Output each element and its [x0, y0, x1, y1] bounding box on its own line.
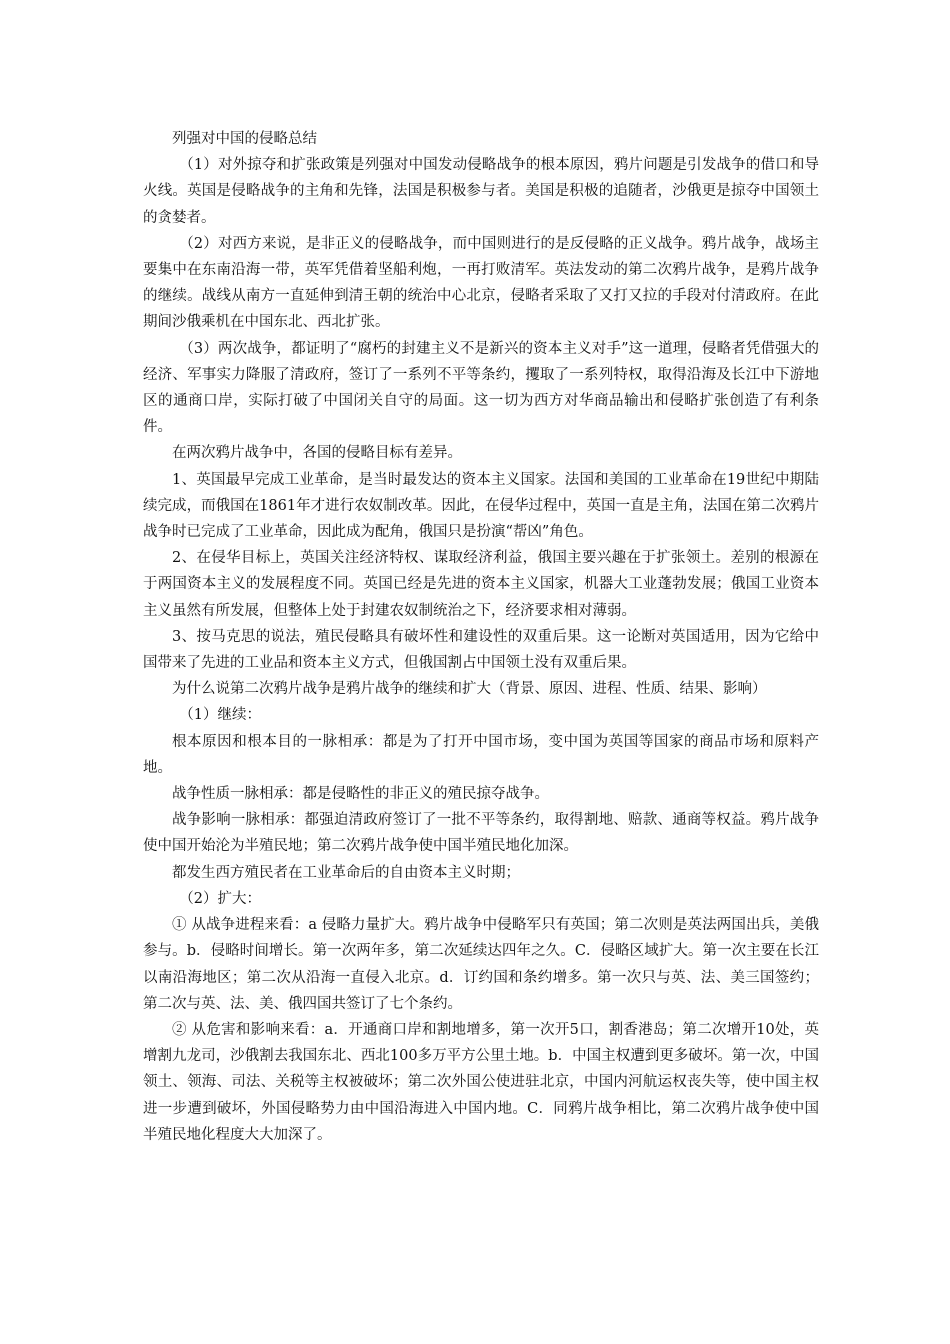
paragraph: ① 从战争进程来看：a 侵略力量扩大。鸦片战争中侵略军只有英国；第二次则是英法两国出兵，美俄参与。b．侵略时间增长。第一次两年多，第二次延续达四年之久。C．侵略区域扩大。第一次主要在长江以南沿海地区；第二次从沿海一直侵入北京。d．订约国和条约增多。第一次只与英、法、美三国签约；第二次与英、法、美、俄四国共签订了七个条约。: [143, 917, 819, 1012]
section-heading: 在两次鸦片战争中，各国的侵略目标有差异。: [172, 445, 462, 462]
paragraph: 战争性质一脉相承：都是侵略性的非正义的殖民掠夺战争。: [172, 786, 549, 803]
paragraph: （1）对外掠夺和扩张政策是列强对中国发动侵略战争的根本原因，鸦片问题是引发战争的借口和导火线。英国是侵略战争的主角和先锋，法国是积极参与者。美国是积极的追随者，沙俄更是掠夺中国领土的贪婪者。: [143, 157, 819, 226]
paragraph: 都发生西方殖民者在工业革命后的自由资本主义时期；: [172, 864, 520, 881]
document-title: 列强对中国的侵略总结: [172, 131, 317, 147]
subheading: （2）扩大：: [179, 890, 261, 907]
section-heading: 为什么说第二次鸦片战争是鸦片战争的继续和扩大（背景、原因、进程、性质、结果、影响）: [172, 681, 767, 698]
paragraph: 战争影响一脉相承：都强迫清政府签订了一批不平等条约，取得割地、赔款、通商等权益。鸦片战争使中国开始沦为半殖民地；第二次鸦片战争使中国半殖民地化加深。: [143, 812, 819, 855]
paragraph: 2、在侵华目标上，英国关注经济特权、谋取经济利益，俄国主要兴趣在于扩张领土。差别的根源在于两国资本主义的发展程度不同。英国已经是先进的资本主义国家，机器大工业蓬勃发展；俄国工业资本主义虽然有所发展，但整体上处于封建农奴制统治之下，经济要求相对薄弱。: [143, 550, 819, 619]
paragraph: 3、按马克思的说法，殖民侵略具有破坏性和建设性的双重后果。这一论断对英国适用，因为它给中国带来了先进的工业品和资本主义方式，但俄国割占中国领土没有双重后果。: [143, 628, 819, 672]
paragraph: （3）两次战争，都证明了“腐朽的封建主义不是新兴的资本主义对手”这一道理，侵略者凭借强大的经济、军事实力降服了清政府，签订了一系列不平等条约，攫取了一系列特权，取得沿海及长江中下游地区的通商口岸，实际打破了中国闭关自守的局面。这一切为西方对华商品输出和侵略扩张创造了有利条件。: [143, 340, 819, 436]
paragraph: 根本原因和根本目的一脉相承：都是为了打开中国市场，变中国为英国等国家的商品市场和原料产地。: [143, 733, 819, 776]
paragraph: （2）对西方来说，是非正义的侵略战争，而中国则进行的是反侵略的正义战争。鸦片战争，战场主要集中在东南沿海一带，英军凭借着坚船利炮，一再打败清军。英法发动的第二次鸦片战争，是鸦片战争的继续。战线从南方一直延伸到清王朝的统治中心北京，侵略者采取了又打又拉的手段对付清政府。在此期间沙俄乘机在中国东北、西北扩张。: [143, 235, 819, 331]
subheading: （1）继续：: [179, 707, 261, 724]
paragraph: 1、英国最早完成工业革命，是当时最发达的资本主义国家。法国和美国的工业革命在19世纪中期陆续完成，而俄国在1861年才进行农奴制改革。因此，在侵华过程中，英国一直是主角，法国在第二次鸦片战争时已完成了工业革命，因此成为配角，俄国只是扮演“帮凶”角色。: [143, 471, 819, 541]
document-body: [143, 126, 819, 1148]
paragraph: ② 从危害和影响来看：a．开通商口岸和割地增多，第一次开5口，割香港岛；第二次增开10处，英增割九龙司，沙俄割去我国东北、西北100多万平方公里土地。b．中国主权遭到更多破坏。第一次，中国领土、领海、司法、关税等主权被破坏；第二次外国公使进驻北京，中国内河航运权丧失等，使中国主权进一步遭到破坏，外国侵略势力由中国沿海进入中国内地。C．同鸦片战争相比，第二次鸦片战争使中国半殖民地化程度大大加深了。: [143, 1021, 819, 1143]
